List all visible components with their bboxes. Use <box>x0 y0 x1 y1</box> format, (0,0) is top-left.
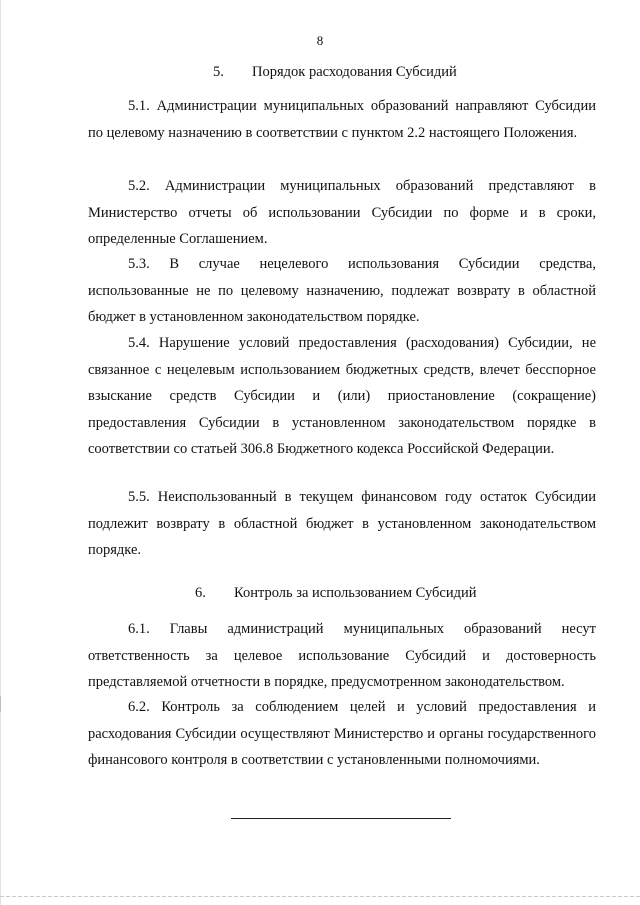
scan-bottom-edge <box>0 896 640 897</box>
scan-artifact <box>0 696 1 712</box>
section-title: Порядок расходования Субсидий <box>252 64 457 80</box>
paragraph-6-2: 6.2. Контроль за соблюдением целей и условий предоставления и расходования Субсидии осуществляют Министерство и органы государственного финансового контроля в соответствии с установленными полномочиями. <box>88 699 596 768</box>
paragraph-5-1: 5.1. Администрации муниципальных образований направляют Субсидии по целевому назначению в соответствии с пунктом 2.2 настоящего Положения. <box>88 98 596 141</box>
paragraph-6-1: 6.1. Главы администраций муниципальных образований несут ответственность за целевое использование Субсидий и достоверность представляемой отчетности в порядке, предусмотренном законодательством. <box>88 621 596 690</box>
paragraph-5-3: 5.3. В случае нецелевого использования Субсидии средства, использованные не по целевому назначению, подлежат возврату в областной бюджет в установленном законодательством порядке. <box>88 256 596 325</box>
scan-edge <box>0 0 1 905</box>
paragraph-5-4: 5.4. Нарушение условий предоставления (расходования) Субсидии, не связанное с нецелевым использованием бюджетных средств, влечет бесспорное взыскание средств Субсидии и (или) приостановление (сокращение) предоставления Субсидии в установленном законодательством порядке в соответствии со статьей 306.8 Бюджетного кодекса Российской Федерации. <box>88 335 596 457</box>
paragraph-5-5: 5.5. Неиспользованный в текущем финансовом году остаток Субсидии подлежит возврату в областной бюджет в установленном законодательством порядке. <box>88 489 596 558</box>
section-number: 5. <box>213 64 224 80</box>
end-of-text-rule <box>231 818 451 819</box>
section-number: 6. <box>195 585 206 601</box>
paragraph-5-2: 5.2. Администрации муниципальных образований представляют в Министерство отчеты об использовании Субсидии по форме и в сроки, определенные Соглашением. <box>88 178 596 247</box>
page-number: 8 <box>316 33 324 48</box>
section-title: Контроль за использованием Субсидий <box>234 585 477 601</box>
